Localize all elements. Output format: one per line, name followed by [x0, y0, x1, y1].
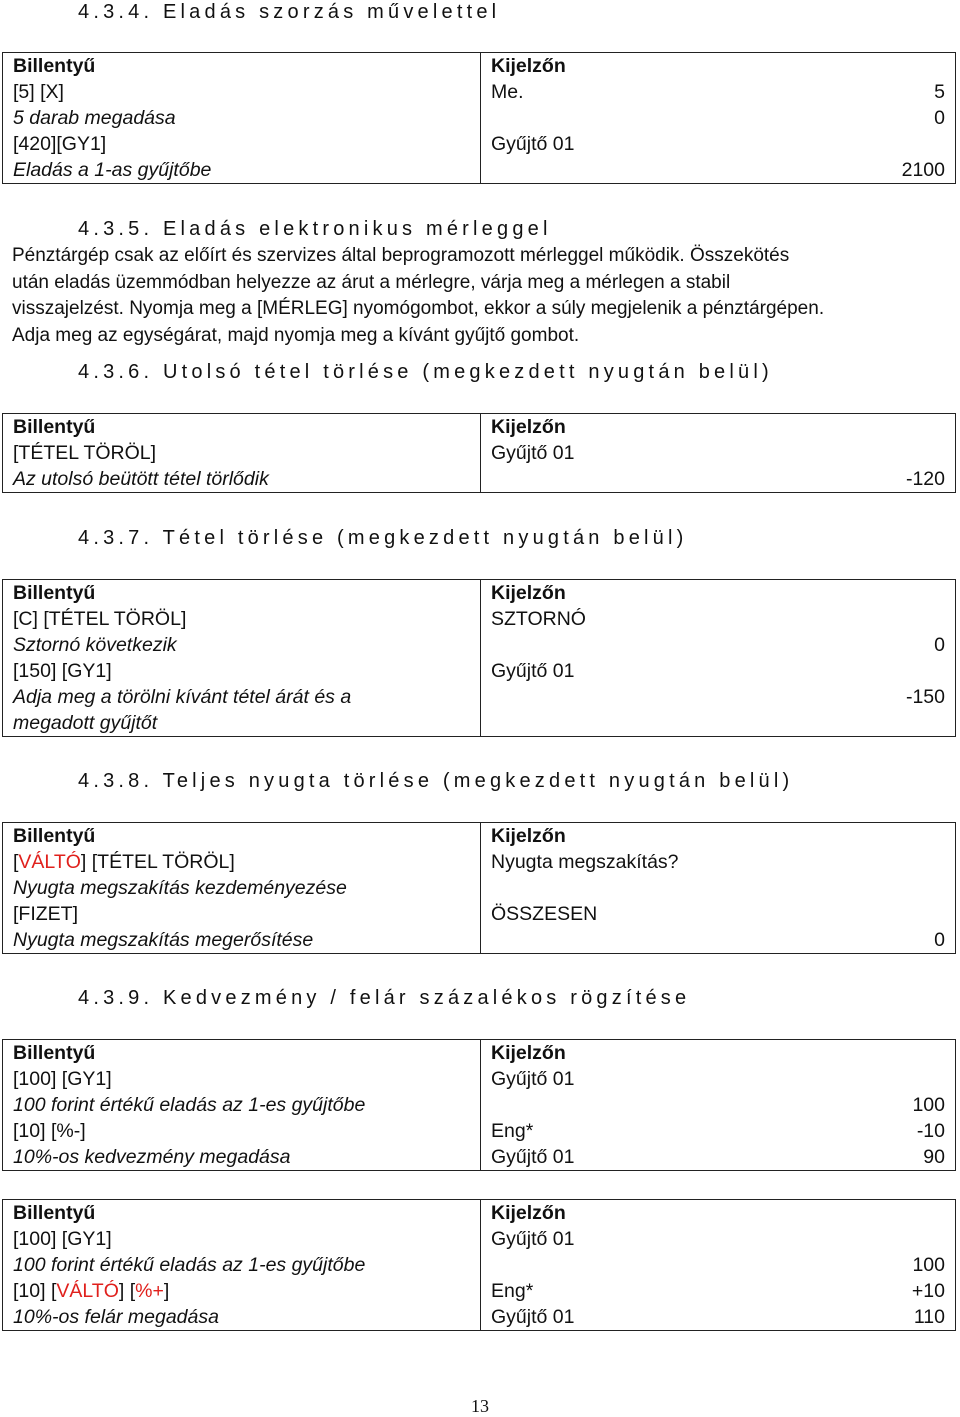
key-header: Billentyű [13, 582, 96, 604]
key-step: [FIZET] [13, 903, 78, 925]
key-step: [ VÁLTÓ ] [TÉTEL TÖRÖL] [13, 851, 235, 873]
table-eladas-szorzas [2, 52, 956, 184]
table-utolso-tetel-torlese [2, 413, 956, 493]
display-line: ÖSSZESEN [491, 903, 598, 925]
section-heading-4-3-6: 4.3.6. Utolsó tétel törlése (megkezdett nyugtán belül) [78, 361, 773, 383]
key-step-desc: Sztornó következik [13, 634, 177, 656]
key-step-desc: Adja meg a törölni kívánt tétel árát és a [13, 686, 352, 708]
display-line: Gyűjtő 01 110 [491, 1306, 945, 1328]
section-heading-4-3-7: 4.3.7. Tétel törlése (megkezdett nyugtán belül) [78, 527, 688, 549]
key-step-desc: Nyugta megszakítás megerősítése [13, 929, 314, 951]
display-line: SZTORNÓ [491, 608, 586, 630]
key-step-desc: 10%-os felár megadása [13, 1306, 219, 1328]
display-line: Eng* -10 [491, 1120, 945, 1142]
page-number: 13 [471, 1396, 489, 1416]
display-line: Gyűjtő 01 [491, 1228, 575, 1250]
table-nyugta-torlese [2, 822, 956, 954]
key-step: [100] [GY1] [13, 1228, 112, 1250]
key-step-desc: 10%-os kedvezmény megadása [13, 1146, 291, 1168]
section-heading-4-3-5: 4.3.5. Eladás elektronikus mérleggel [78, 218, 552, 240]
section-heading-4-3-4: 4.3.4. Eladás szorzás művelettel [78, 1, 501, 23]
display-header: Kijelzőn [491, 825, 566, 847]
display-line: 0 [934, 929, 945, 951]
display-line: 0 [934, 107, 945, 129]
display-header: Kijelzőn [491, 1042, 566, 1064]
display-column [481, 53, 956, 184]
key-step-desc: Az utolsó beütött tétel törlődik [13, 468, 269, 490]
display-line: -150 [905, 686, 945, 708]
display-line: -120 [905, 468, 945, 490]
key-step: [C] [TÉTEL TÖRÖL] [13, 608, 187, 630]
display-header: Kijelzőn [491, 582, 566, 604]
key-column [3, 580, 481, 737]
key-step-desc: Eladás a 1-as gyűjtőbe [13, 159, 212, 181]
display-header: Kijelzőn [491, 1202, 566, 1224]
key-step: [420][GY1] [13, 133, 107, 155]
table-kedvezmeny [2, 1039, 956, 1171]
key-step: [10] [ VÁLTÓ ] [ %+ ] [13, 1280, 170, 1302]
key-step: [10] [%-] [13, 1120, 86, 1142]
section-heading-4-3-8: 4.3.8. Teljes nyugta törlése (megkezdett nyugtán belül) [78, 770, 794, 792]
display-column [481, 823, 956, 954]
display-line: Eng* +10 [491, 1280, 945, 1302]
key-column [3, 1040, 481, 1171]
key-step: [100] [GY1] [13, 1068, 112, 1090]
key-step-desc: 100 forint értékű eladás az 1-es gyűjtőbe [13, 1094, 366, 1116]
display-line: Me. 5 [491, 81, 945, 103]
key-header: Billentyű [13, 55, 96, 77]
scale-paragraph: Pénztárgép csak az előírt és szervizes által beprogramozott mérleggel működik. Összekötés után eladás üzemmódban helyezze az árut a mérlegre, várja meg a mérlegen a stabil visszajelzést. Nyomja meg a [MÉRLEG] nyomógombot, ekkor a súly megjelenik a pénztárgépen. Adja meg az egységárat, majd nyomja meg a kívánt gyűjtő gombot. [12, 245, 825, 346]
key-step: [TÉTEL TÖRÖL] [13, 442, 157, 464]
key-column [3, 1200, 481, 1331]
display-line: Gyűjtő 01 90 [491, 1146, 945, 1168]
key-column [3, 823, 481, 954]
display-line: Nyugta megszakítás? [491, 851, 679, 873]
display-line: 2100 [901, 159, 945, 181]
display-line: Gyűjtő 01 [491, 133, 575, 155]
key-step-desc: megadott gyűjtőt [13, 712, 158, 734]
display-line: Gyűjtő 01 [491, 660, 575, 682]
display-line: Gyűjtő 01 [491, 1068, 575, 1090]
key-step-desc: Nyugta megszakítás kezdeményezése [13, 877, 347, 899]
key-step-desc: 100 forint értékű eladás az 1-es gyűjtőbe [13, 1254, 366, 1276]
display-header: Kijelzőn [491, 416, 566, 438]
display-line: Gyűjtő 01 [491, 442, 575, 464]
display-line [491, 875, 945, 901]
display-line: 0 [934, 634, 945, 656]
display-column [481, 414, 956, 493]
key-step: [150] [GY1] [13, 660, 112, 682]
section-heading-4-3-9: 4.3.9. Kedvezmény / felár százalékos rögzítése [78, 987, 691, 1009]
display-column [481, 1200, 956, 1331]
key-header: Billentyű [13, 1042, 96, 1064]
display-line: 100 [912, 1254, 945, 1276]
display-header: Kijelzőn [491, 55, 566, 77]
key-column [3, 414, 481, 493]
key-column [3, 53, 481, 184]
key-header: Billentyű [13, 416, 96, 438]
display-column [481, 580, 956, 737]
key-header: Billentyű [13, 1202, 96, 1224]
display-column [481, 1040, 956, 1171]
key-step-desc: 5 darab megadása [13, 107, 176, 129]
key-header: Billentyű [13, 825, 96, 847]
table-tetel-torlese [2, 579, 956, 737]
display-line: 100 [912, 1094, 945, 1116]
table-felar [2, 1199, 956, 1331]
key-step: [5] [X] [13, 81, 64, 103]
